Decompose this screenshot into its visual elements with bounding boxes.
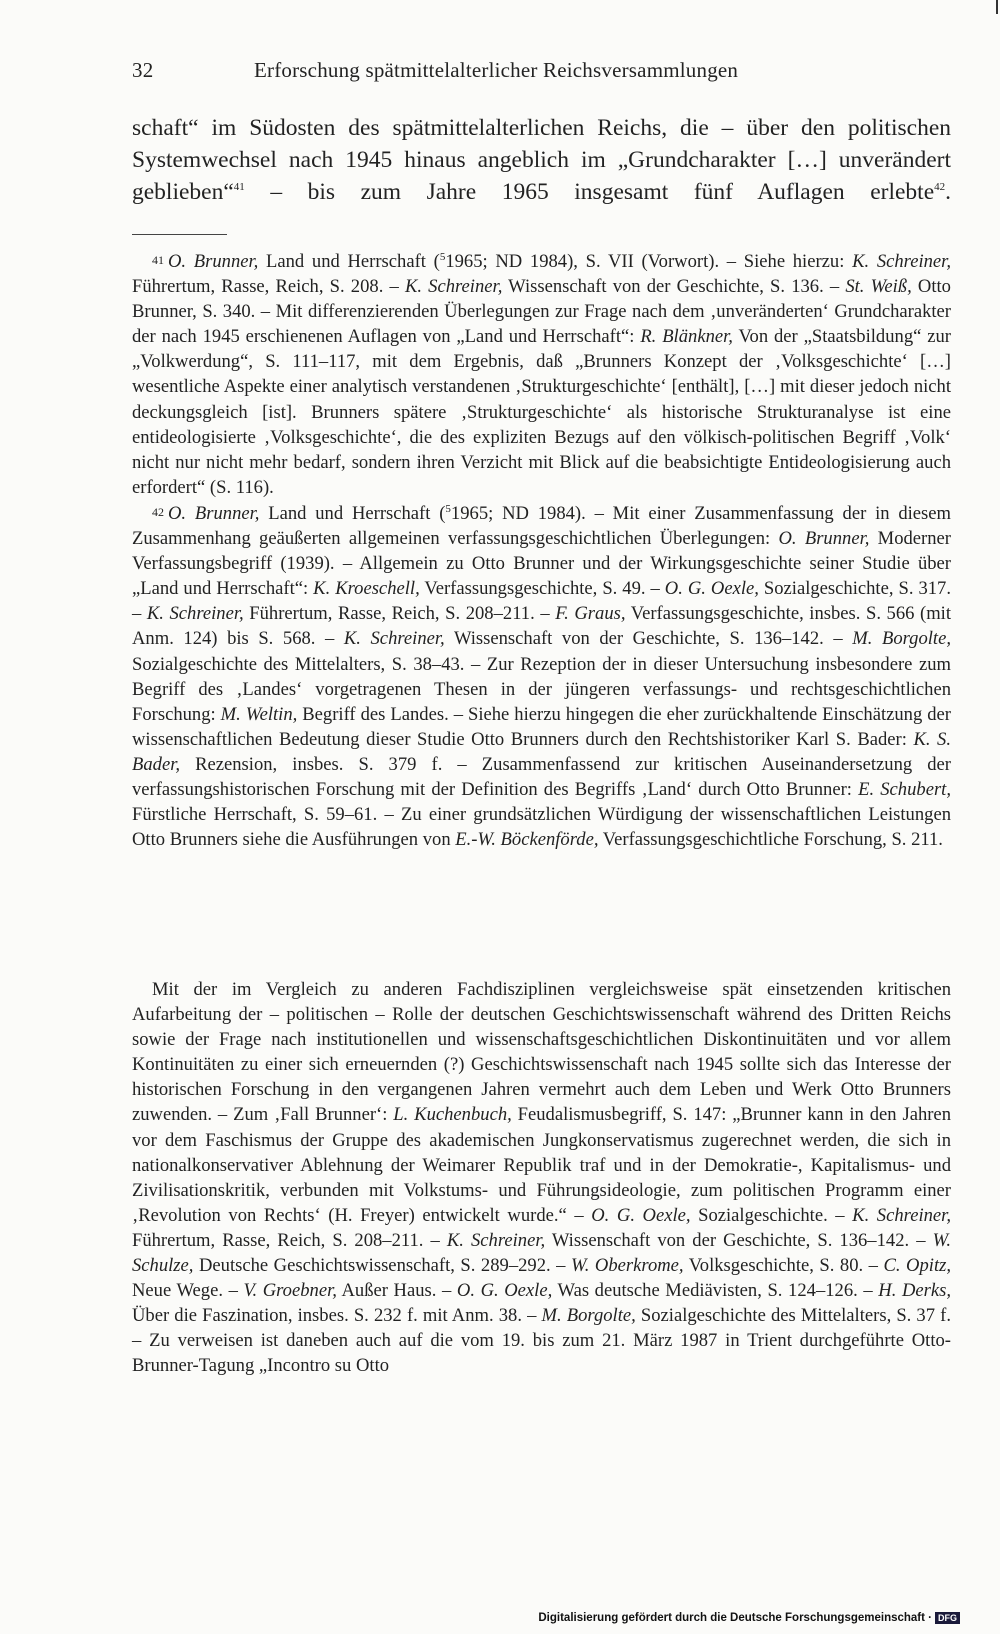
credit-text: Digitalisierung gefördert durch die Deutsche Forschungsgemeinschaft ·	[538, 1612, 932, 1624]
text-segment: Über die Faszination, insbes. S. 232 f. mit Anm. 38. –	[132, 1305, 542, 1327]
citation-author: C. Opitz,	[883, 1255, 951, 1277]
dfg-logo: DFG	[935, 1612, 960, 1624]
citation-author: M. Borgolte,	[541, 1305, 636, 1327]
citation-author: K. Schreiner,	[404, 276, 503, 298]
citation-author: L. Kuchenbuch,	[393, 1104, 512, 1126]
main-text-part2: – bis zum Jahre 1965 insgesamt fünf Auflagen erlebte	[244, 179, 935, 205]
text-segment: Was deutsche Mediävisten, S. 124–126. –	[552, 1280, 879, 1302]
digitization-credit	[538, 1612, 960, 1624]
citation-author: O. G. Oexle,	[591, 1204, 691, 1226]
citation-author: K. Kroeschell,	[313, 578, 420, 600]
citation-author: W. Schulze,	[132, 1229, 951, 1277]
text-segment: Von der „Staatsbildung“ zur „Volkwerdung“, S. 111–117, mit dem Ergebnis, daß „Brunners Konzept der ‚Volksgeschichte‘ […] wesentliche Aspekte einer analytisch verstandenen ‚Strukturgeschichte‘ [enthält], […] mit dieser jedoch nicht deckungsgleich [ist]. Brunners spätere ‚Strukturgeschichte‘ als historische Strukturanalyse ist eine entideologisierte ‚Volksgeschichte‘, die des expliziten Bezugs auf den völkisch-politischen Begriff ‚Volk‘ nicht nur nicht mehr bedarf, sondern ihren Verzicht mit Blick auf die beabsichtigte Entideologisierung auch erfordert“ (S. 116).	[132, 326, 951, 498]
citation-author: K. Schreiner,	[852, 251, 951, 272]
text-segment: Otto Brunner, S. 340. – Mit differenzierenden Überlegungen zur Frage nach dem ‚unveränderten‘ Grundcharakter der nach 1945 erschienenen Auflagen von „Land und Herrschaft“:	[132, 276, 951, 348]
text-segment: Moderner Verfassungsbegriff (1939). – Allgemein zu Otto Brunner und der Wirkungsgeschichte seiner Studie über „Land und Herrschaft“:	[132, 528, 951, 600]
text-segment: Volksgeschichte, S. 80. –	[683, 1255, 884, 1277]
text-segment: Führertum, Rasse, Reich, S. 208–211. –	[132, 1229, 447, 1251]
citation-author: R. Blänkner,	[640, 326, 733, 348]
footnote-separator	[132, 234, 227, 235]
text-segment: Sozialgeschichte des Mittelalters, S. 37 f. – Zu verweisen ist daneben auch auf die vom 19. bis zum 21. März 1987 in Trient durchgeführte Otto-Brunner-Tagung „Incontro su Otto	[132, 1305, 951, 1377]
main-text-part1: schaft“ im Südosten des spätmittelalterlichen Reichs, die – über den politischen Systemwechsel nach 1945 hinaus angeblich im „Grundcharakter […] unverändert geblieben“	[132, 115, 951, 205]
citation-author: O. G. Oexle,	[664, 578, 759, 600]
text-segment: Außer Haus. –	[336, 1280, 457, 1302]
citation-author: W. Oberkrome,	[570, 1255, 684, 1277]
running-title: Erforschung spätmittelalterlicher Reichsversammlungen	[254, 58, 739, 82]
text-segment: Neue Wege. –	[132, 1280, 244, 1302]
text-segment: Sozialgeschichte, S. 317. –	[132, 578, 951, 625]
citation-author: K. Schreiner,	[146, 603, 244, 625]
text-segment: Deutsche Geschichtswissenschaft, S. 289–292. –	[193, 1255, 571, 1277]
edition-superscript: 5	[445, 502, 451, 515]
text-segment: Führertum, Rasse, Reich, S. 208–211. –	[243, 603, 556, 625]
text-segment: Wissenschaft von der Geschichte, S. 136–142. –	[444, 628, 853, 650]
text-segment: Verfassungsgeschichtliche Forschung, S. 211.	[598, 829, 943, 851]
text-segment: Begriff des Landes. – Siehe hierzu hingegen die eher zurückhaltende Einschätzung der wissenschaftlichen Bedeutung dieser Studie Otto Brunners durch den Rechtshistoriker Karl S. Bader:	[132, 703, 951, 750]
text-segment: 1965; ND 1984). – Mit einer Zusammenfassung der in diesem Zusammenhang geäußerten allgemeinen verfassungsgeschichtlichen Überlegungen:	[132, 502, 952, 550]
text-segment: Sozialgeschichte. –	[690, 1204, 853, 1226]
citation-author: K. Schreiner,	[343, 628, 445, 650]
page-number: 32	[132, 58, 154, 82]
footnote-ref-42[interactable]: 42	[934, 181, 946, 194]
citation-author: H. Derks,	[878, 1280, 951, 1302]
text-segment: 1965; ND 1984), S. VII (Vorwort). – Siehe hierzu:	[445, 251, 853, 272]
text-segment: Sozialgeschichte des Mittelalters, S. 38–43. – Zur Rezeption der in dieser Untersuchung insbesondere zum Begriff des ‚Landes‘ vorgetragenen Thesen in der jüngeren verfassungs- und rechtsgeschichtlichen Forschung:	[132, 653, 951, 725]
footnote-42-body	[132, 503, 951, 850]
citation-author: O. Brunner,	[168, 251, 259, 272]
text-segment: Land und Herrschaft (	[259, 502, 446, 524]
scan-edge-mark	[996, 0, 998, 14]
text-segment: Verfassungsgeschichte, S. 49. –	[419, 578, 665, 600]
footnote-41-body	[132, 251, 951, 498]
citation-author: E. Schubert,	[858, 778, 951, 800]
citation-author: O. Brunner,	[168, 502, 260, 524]
citation-author: M. Weltin,	[220, 703, 298, 725]
continuation-body	[132, 979, 951, 1376]
citation-author: K. S. Bader,	[132, 728, 951, 775]
main-text-paragraph	[132, 112, 951, 208]
footnote-ref-41[interactable]: 41	[233, 181, 245, 194]
text-segment: Verfassungsgeschichte, insbes. S. 566 (mit Anm. 124) bis S. 568. –	[132, 603, 951, 650]
text-segment: Wissenschaft von der Geschichte, S. 136–142. –	[545, 1229, 933, 1251]
text-segment: Wissenschaft von der Geschichte, S. 136. –	[502, 276, 846, 298]
footnote-41	[132, 248, 951, 500]
citation-author: St. Weiß,	[845, 276, 912, 298]
edition-superscript: 5	[439, 250, 446, 263]
text-segment: Rezension, insbes. S. 379 f. – Zusammenfassend zur kritischen Auseinandersetzung der verfassungshistorischen Forschung mit der Definition des Begriffs ‚Land‘ durch Otto Brunner:	[132, 753, 951, 800]
citation-author: K. Schreiner,	[446, 1229, 546, 1251]
text-segment: Fürstliche Herrschaft, S. 59–61. – Zu einer grundsätzlichen Würdigung der wissenschaftlichen Leistungen Otto Brunners siehe die Ausführungen von	[132, 804, 951, 851]
main-text-part3: .	[945, 179, 951, 205]
text-segment: Mit der im Vergleich zu anderen Fachdisziplinen vergleichsweise spät einsetzenden kritischen Aufarbeitung der – politischen – Rolle der deutschen Geschichtswissenschaft während des Dritten Reichs sowie der Frage nach institutionellen und wissenschaftsgeschichtlichen Diskontinuitäten und vor allem Kontinuitäten zu einer sich erneuernden (?) Geschichtswissenschaft nach 1945 sollte sich das Interesse der historischen Forschung in den vergangenen Jahren vermehrt auch dem Leben und Werk Otto Brunners zuwenden. – Zum ‚Fall Brunner‘:	[132, 979, 951, 1126]
running-header	[132, 58, 832, 83]
footnotes-block	[132, 248, 951, 852]
footnote-42	[132, 500, 951, 852]
citation-author: O. Brunner,	[778, 528, 870, 550]
citation-author: F. Graus,	[555, 603, 626, 625]
citation-author: K. Schreiner,	[852, 1204, 951, 1226]
citation-author: O. G. Oexle,	[456, 1280, 553, 1302]
footnote-number: 41	[152, 253, 164, 267]
citation-author: M. Borgolte,	[852, 628, 951, 650]
text-segment: Feudalismusbegriff, S. 147: „Brunner kann in den Jahren vor dem Faschismus der Gruppe des akademischen Jungkonservatismus zugerechnet werden, die sich in nationalkonservativer Ablehnung der Weimarer Republik traf und in der Demokratie-, Kapitalismus- und Zivilisationskritik, verbunden mit Volkstums- und Führungsideologie, zum politischen Programm einer ‚Revolution von Rechts‘ (H. Freyer) entwickelt wurde.“ –	[132, 1104, 951, 1226]
citation-author: V. Groebner,	[243, 1280, 337, 1302]
footnote-number: 42	[152, 504, 164, 519]
text-segment: Land und Herrschaft (	[258, 251, 440, 272]
text-segment: Führertum, Rasse, Reich, S. 208. –	[132, 276, 405, 298]
citation-author: E.-W. Böckenförde,	[455, 829, 599, 851]
footnote-continuation-paragraph	[132, 977, 951, 1379]
